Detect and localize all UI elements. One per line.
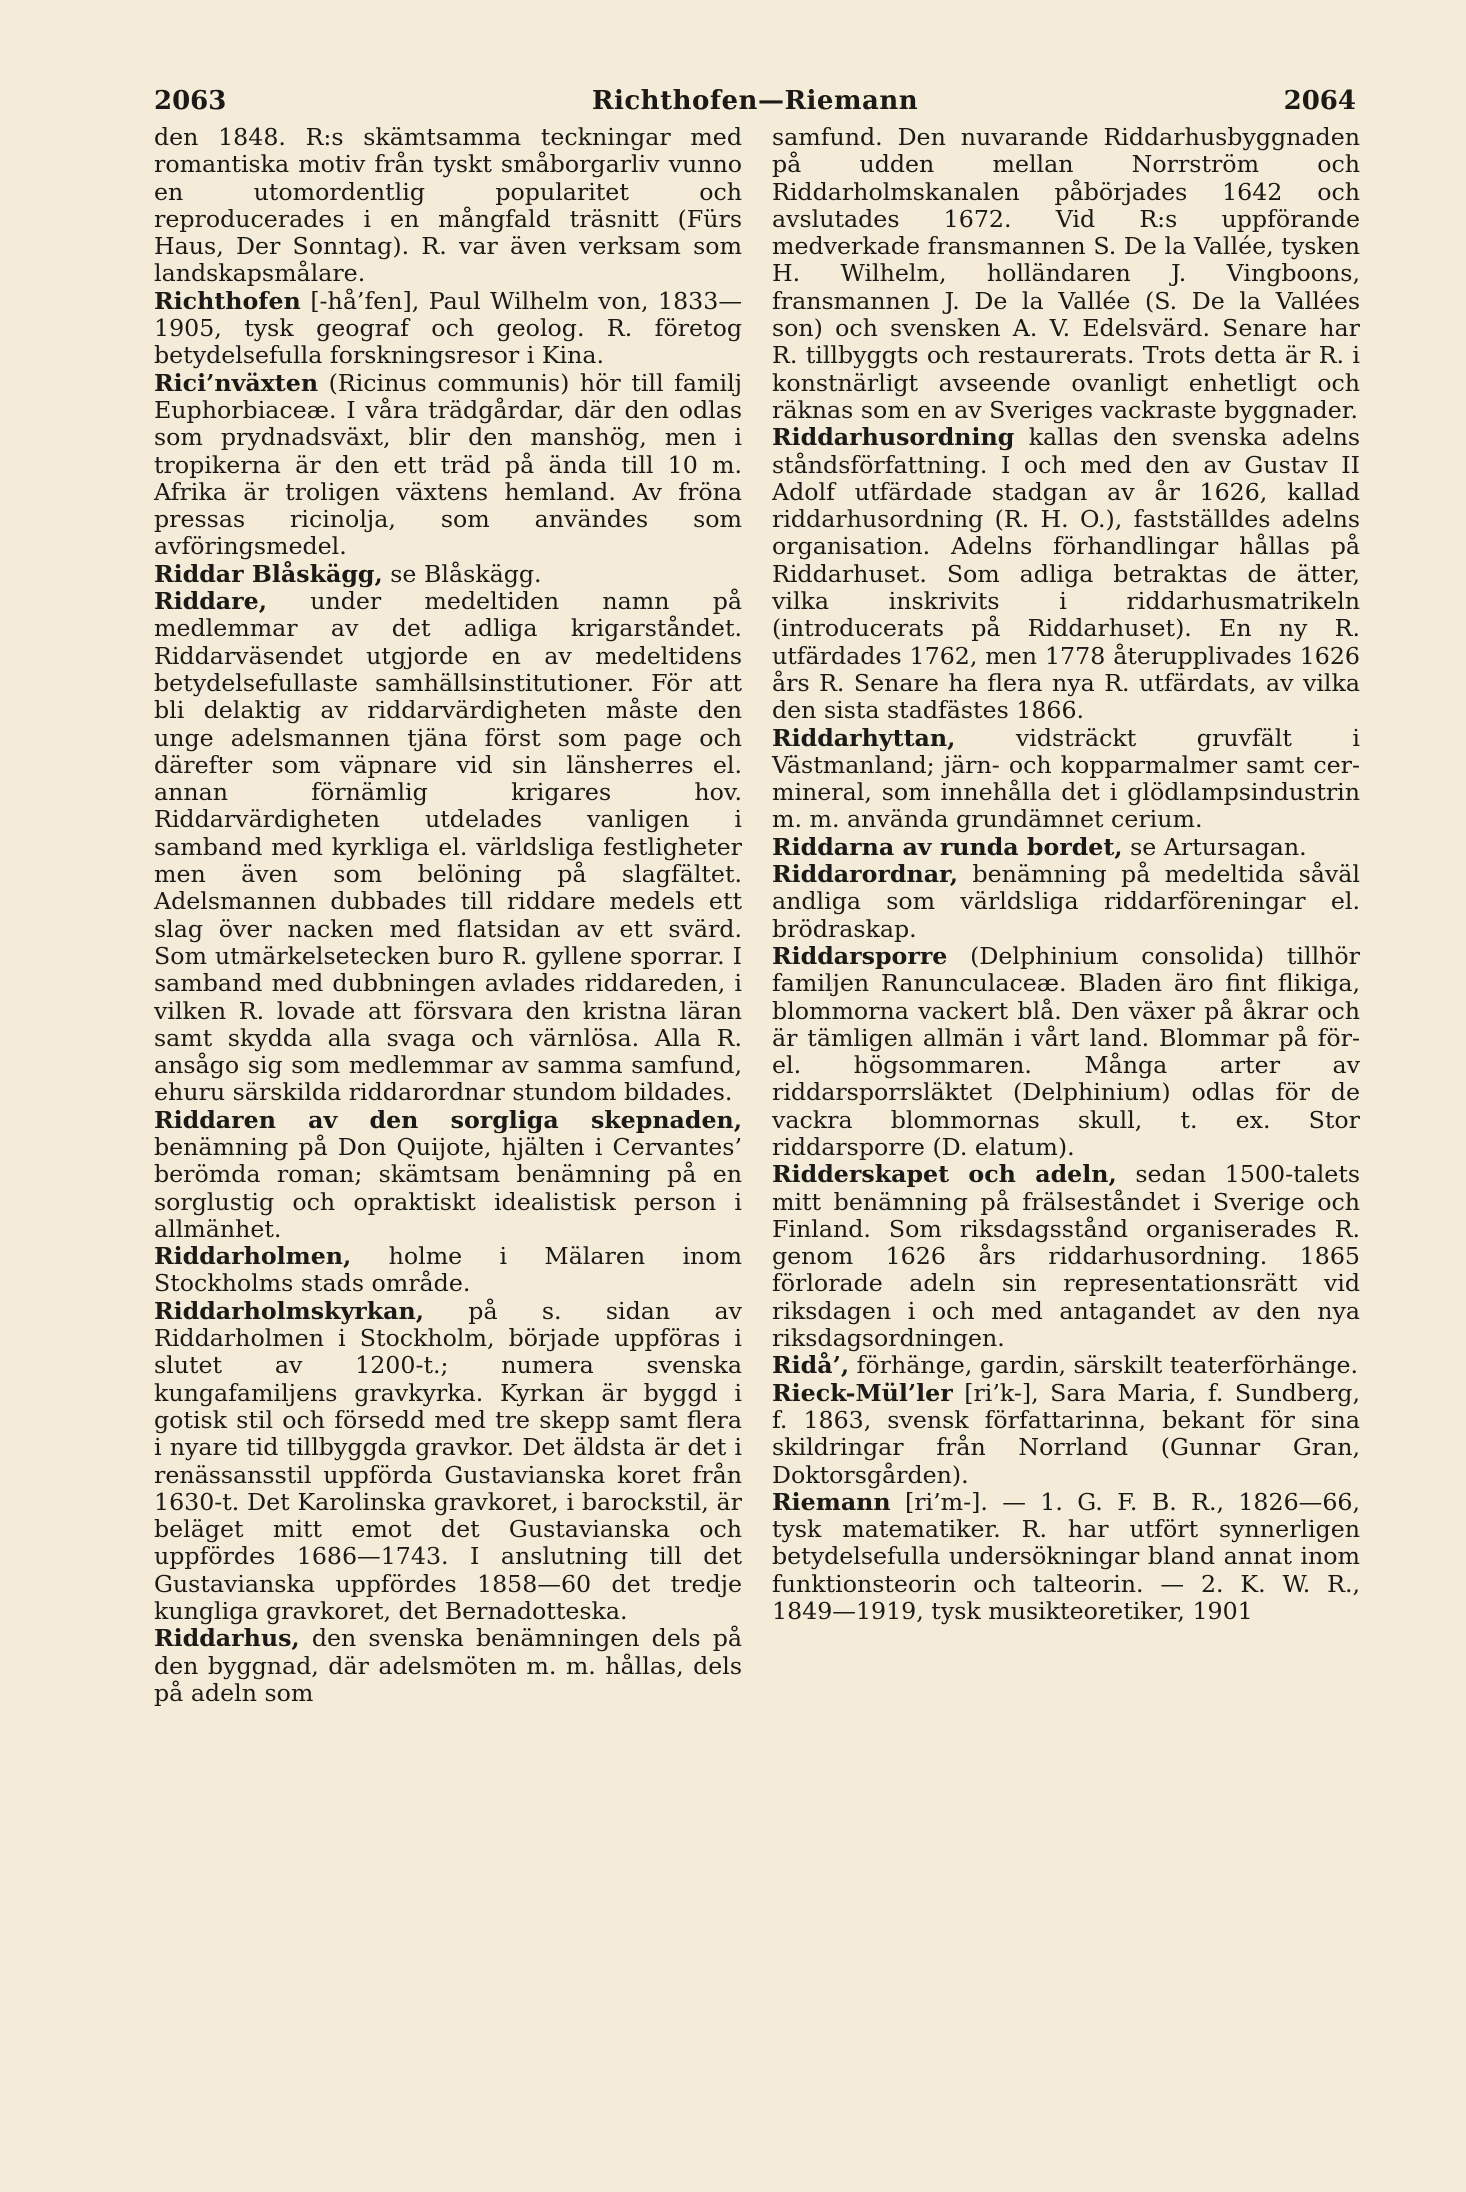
- left-column: [154, 124, 742, 1707]
- entry-ridderskapet-och-adeln: Ridderskapet och adeln, sedan 1500-talets mitt benämning på frälseståndet i Sverige och Finland. Som riksdagsstånd organiserades R. genom 1626 års riddarhusordning. 1865 förlorade adeln sin representationsrätt vid riksdagen i och med antagandet av den nya riksdagsordningen.: [772, 1160, 1360, 1353]
- entry-riddarhusordning: Riddarhusordning kallas den svenska adelns ståndsförfattning. I och med den av Gustav II Adolf utfärdade stadgan av år 1626, kallad riddarhusordning (R. H. O.), fastställdes adelns organisation. Adelns förhandlingar hållas på Riddarhuset. Som adliga betraktas de ätter, vilka inskrivits i riddarhusmatrikeln (introducerats på Riddarhuset). En ny R. utfärdades 1762, men 1778 återupplivades 1626 års R. Senare ha flera nya R. utfärdats, av vilka den sista stadfästes 1866.: [772, 423, 1361, 725]
- entry-riddarhyttan: Riddarhyttan, vidsträckt gruvfält i Västmanland; järn- och kopparmalmer samt cer-mineral, som innehålla det i glödlampsindustrin m. m. använda grundämnet cerium.: [772, 723, 1361, 834]
- page-number-right: 2064: [1283, 86, 1356, 116]
- entry-ricinvaxten: Rici’nväxten (Ricinus communis) hör till familj Euphorbiaceæ. I våra trädgårdar, där den odlas som prydnadsväxt, blir den manshög, men i tropikerna är den ett träd på ända till 10 m. Afrika är troligen växtens hemland. Av fröna pressas ricinolja, som användes som avföringsmedel.: [154, 368, 743, 561]
- entry-rida: Ridå’, förhänge, gardin, särskilt teaterförhänge.: [772, 1351, 1359, 1380]
- entry-riddarsporre: Riddarsporre (Delphinium consolida) tillhör familjen Ranunculaceæ. Bladen äro fint flikiga, blommorna vackert blå. Den växer på åkrar och är tämligen allmän i vårt land. Blommar på för- el. högsommaren. Många arter av riddarsporrsläktet (Delphinium) odlas för de vackra blommornas skull, t. ex. Stor riddarsporre (D. elatum).: [772, 941, 1360, 1161]
- entry-riddar-blaskagg: Riddar Blåskägg, se Blåskägg.: [154, 559, 542, 588]
- entry-riddarholmen: Riddarholmen, holme i Mälaren inom Stockholms stads område.: [154, 1242, 742, 1298]
- entry-riddarhus: Riddarhus, den svenska benämningen dels på den byggnad, där adelsmöten m. m. hållas, dels på adeln som: [154, 1624, 742, 1707]
- entry-richthofen: Richthofen [-hå’fen], Paul Wilhelm von, 1833—1905, tysk geograf och geolog. R. företog betydelsefulla forskningsresor i Kina.: [154, 286, 743, 370]
- entry-riddarholmskyrkan: Riddarholmskyrkan, på s. sidan av Riddarholmen i Stockholm, började uppföras i slutet av 1200-t.; numera svenska kungafamiljens gravkyrka. Kyrkan är byggd i gotisk stil och försedd med tre skepp samt flera i nyare tid tillbyggda gravkor. Det äldsta är det i renässansstil uppförda Gustavianska koret från 1630-t. Det Karolinska gravkoret, i barockstil, är beläget mitt emot det Gustavianska och uppfördes 1686—1743. I anslutning till det Gustavianska uppfördes 1858—60 det tredje kungliga gravkoret, det Bernadotteska.: [154, 1296, 742, 1626]
- running-header: [150, 86, 1360, 126]
- running-title: Richthofen—Riemann: [591, 86, 919, 116]
- entry-riemann: Riemann [ri’m-]. — 1. G. F. B. R., 1826—66, tysk matematiker. R. har utfört synnerligen betydelsefulla undersökningar bland annat inom funktionsteorin och talteorin. — 2. K. W. R., 1849—1919, tysk musikteoretiker, 1901: [772, 1487, 1360, 1626]
- entry-continuation: samfund. Den nuvarande Riddarhusbyggnaden på udden mellan Norrström och Riddarholmskanalen påbörjades 1642 och avslutades 1672. Vid R:s uppförande medverkade fransmannen S. De la Vallée, tysken H. Wilhelm, holländaren J. Vingboons, fransmannen J. De la Vallée (S. De la Vallées son) och svensken A. V. Edelsvärd. Senare har R. tillbyggts och restaurerats. Trots detta är R. i konstnärligt avseende ovanligt enhetligt och räknas som en av Sveriges vackraste byggnader.: [772, 123, 1360, 424]
- entry-riddare: Riddare, under medeltiden namn på medlemmar av det adliga krigarståndet. Riddarväsendet utgjorde en av medeltidens betydelsefullaste samhällsinstitutioner. För att bli delaktig av riddarvärdigheten måste den unge adelsmannen tjäna först som page och därefter som väpnare vid sin länsherres el. annan förnämlig krigares hov. Riddarvärdigheten utdelades vanligen i samband med kyrkliga el. världsliga festligheter men även som belöning på slagfältet. Adelsmannen dubbades till riddare medels ett slag över nacken med flatsidan av ett svärd. Som utmärkelsetecken buro R. gyllene sporrar. I samband med dubbningen avlades riddareden, i vilken R. lovade att försvara den kristna läran samt skydda alla svaga och värnlösa. Alla R. ansågo sig som medlemmar av samma samfund, ehuru särskilda riddarordnar stundom bildades.: [154, 587, 742, 1107]
- page-number-left: 2063: [154, 86, 227, 116]
- entry-riddarna-runda-bordet: Riddarna av runda bordet, se Artursagan.: [772, 832, 1307, 861]
- entry-riddarordnar: Riddarordnar, benämning på medeltida såväl andliga som världsliga riddarföreningar el. brödraskap.: [772, 860, 1361, 943]
- entry-riddaren-sorgliga-skepnaden: Riddaren av den sorgliga skepnaden, benämning på Don Quijote, hjälten i Cervantes’ berömda roman; skämtsam benämning på en sorglustig och opraktiskt idealistisk person i allmänhet.: [154, 1105, 742, 1243]
- right-column: [772, 124, 1360, 1625]
- entry-rieck-muller: Rieck-Mül’ler [ri’k-], Sara Maria, f. Sundberg, f. 1863, svensk författarinna, bekant för sina skildringar från Norrland (Gunnar Gran, Doktorsgården).: [772, 1378, 1360, 1489]
- entry-continuation: den 1848. R:s skämtsamma teckningar med romantiska motiv från tyskt småborgarliv vunno en utomordentlig popularitet och reproducerades i en mångfald träsnitt (Fürs Haus, Der Sonntag). R. var även verksam som landskapsmålare.: [154, 123, 742, 288]
